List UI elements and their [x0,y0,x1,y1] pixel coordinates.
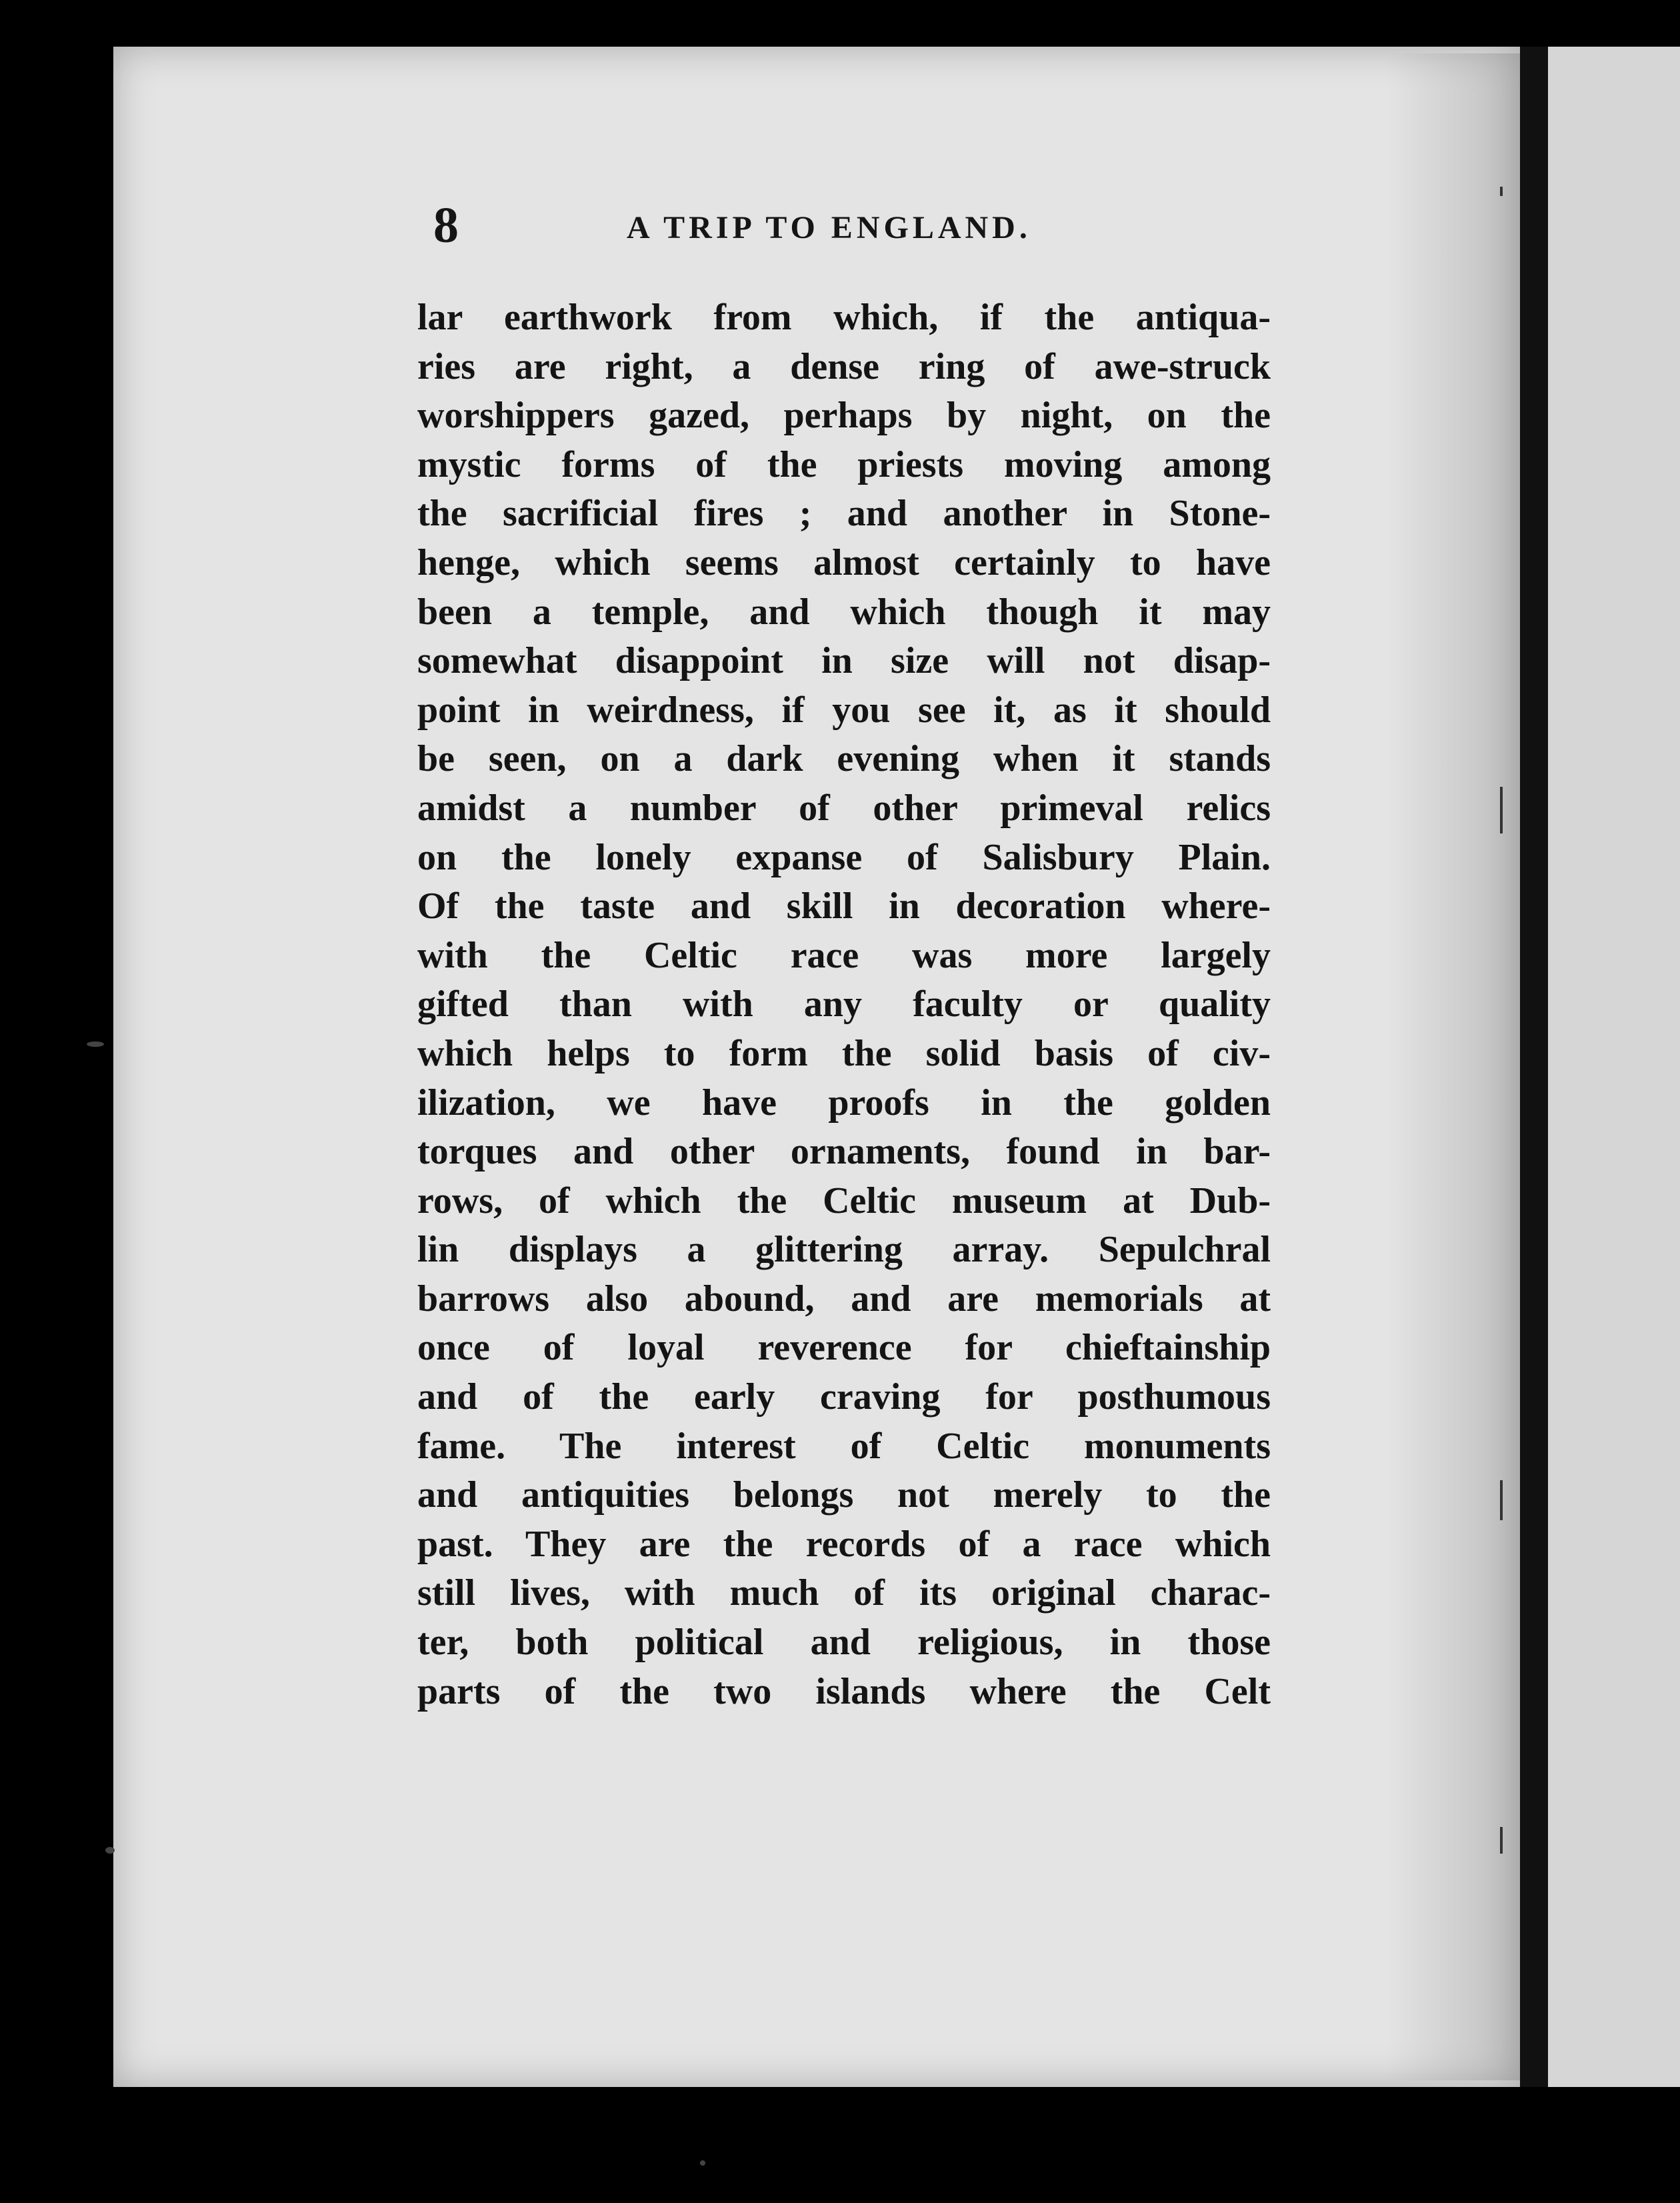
text-line: still lives, with much of its original charac- [417,1572,1271,1614]
body-text [417,293,1271,1716]
text-line: on the lonely expanse of Salisbury Plain. [417,836,1271,878]
text-line: henge, which seems almost certainly to have [417,541,1271,583]
text-line: and antiquities belongs not merely to the [417,1474,1271,1516]
text-line: gifted than with any faculty or quality [417,983,1271,1025]
text-line: with the Celtic race was more largely [417,934,1271,976]
running-title: A TRIP TO ENGLAND. [627,210,1031,245]
text-line: ter, both political and religious, in those [417,1622,1271,1664]
text-line: which helps to form the solid basis of civ- [417,1032,1271,1074]
text-line: lar earthwork from which, if the antiqua- [417,297,1271,338]
text-line: past. They are the records of a race which [417,1523,1271,1565]
text-line: rows, of which the Celtic museum at Dub- [417,1180,1271,1222]
page-number: 8 [433,197,459,253]
text-line: somewhat disappoint in size will not disap- [417,640,1271,682]
edge-mark [1500,787,1503,833]
text-line: been a temple, and which though it may [417,591,1271,633]
binding-gutter [1520,47,1548,2087]
edge-mark [1500,187,1503,196]
text-line: barrows also abound, and are memorials at [417,1278,1271,1320]
text-line: lin displays a glittering array. Sepulchral [417,1229,1271,1271]
text-line: mystic forms of the priests moving among [417,443,1271,485]
edge-mark [1500,1480,1503,1520]
text-line: and of the early craving for posthumous [417,1376,1271,1418]
scan-speck [87,1041,104,1047]
text-line: torques and other ornaments, found in bar- [417,1131,1271,1173]
text-line: point in weirdness, if you see it, as it should [417,689,1271,731]
text-line: ries are right, a dense ring of awe-struck [417,345,1271,387]
text-line: Of the taste and skill in decoration where- [417,885,1271,927]
text-line: the sacrificial fires ; and another in Stone- [417,493,1271,535]
running-header [433,197,1273,260]
text-line: parts of the two islands where the Celt [417,1670,1271,1712]
text-line: ilization, we have proofs in the golden [417,1081,1271,1124]
page-curl-shadow [1387,53,1520,2080]
adjacent-page-edge [1548,47,1680,2087]
scan-speck [700,2160,705,2166]
edge-mark [1500,1827,1503,1854]
text-line: worshippers gazed, perhaps by night, on the [417,395,1271,437]
text-line: amidst a number of other primeval relics [417,787,1271,829]
text-line: fame. The interest of Celtic monuments [417,1425,1271,1467]
text-line: be seen, on a dark evening when it stands [417,738,1271,780]
text-line: once of loyal reverence for chieftainship [417,1327,1271,1369]
scan-speck [105,1847,115,1854]
